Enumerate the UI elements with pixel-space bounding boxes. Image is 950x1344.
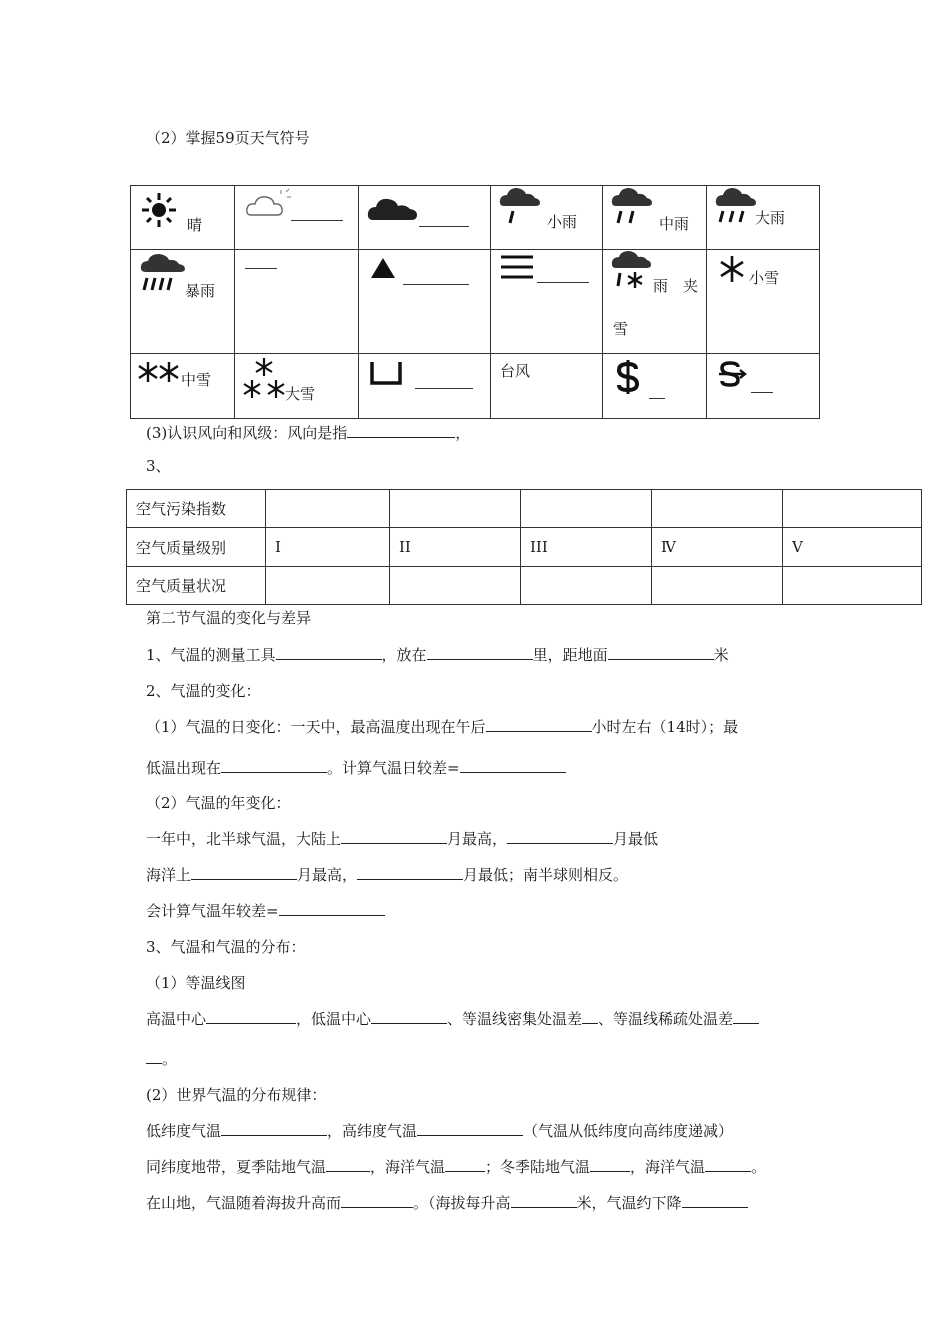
cell-hail [359,250,491,354]
line-3 [146,716,738,737]
item-3-label: 3、 [146,457,171,475]
aq-cell: II [390,528,521,567]
text: 。 [162,1050,178,1068]
text: 同纬度地带，夏季陆地气温 [146,1158,327,1176]
wind-line [146,422,470,443]
cell-light-snow [707,250,820,354]
text: ；冬季陆地气温 [485,1158,591,1176]
aq-cell [521,490,652,528]
line-15 [146,1156,766,1177]
aq-cell [652,490,783,528]
line-11 [146,1008,759,1029]
text: 小时左右（14时）；最 [591,718,739,736]
rainstorm-icon [139,252,187,294]
label-typhoon: 台风 [500,362,531,380]
cell-dust [707,354,820,419]
blank [279,901,385,916]
label-rainstorm: 暴雨 [185,282,216,300]
aq-cell: Ⅳ [652,528,783,567]
cell-sleet [603,250,707,354]
blank [276,645,382,660]
label-moderate-rain: 中雨 [659,215,690,233]
aq-cell [266,567,390,605]
text: ，高纬度气温 [327,1122,418,1140]
text: ，海洋气温 [630,1158,706,1176]
blank [191,865,297,880]
cell-overcast [359,186,491,250]
weather-symbols-heading: （2）掌握59页天气符号 [146,129,310,147]
blank-partly-cloudy [291,220,343,221]
blank [221,1121,327,1136]
partly-cloudy-icon [245,188,293,218]
heavy-rain-icon [715,186,757,226]
blank-unknown-1 [245,268,277,269]
line-14 [146,1120,733,1141]
moderate-snow-icon [137,360,181,384]
text: 一年中，北半球气温，大陆上 [146,830,342,848]
blank [460,758,566,773]
blank [733,1009,759,1024]
cell-fog [491,250,603,354]
heavy-snow-icon [241,356,287,400]
line-2: 2、气温的变化： [146,682,261,700]
aq-cell [783,567,922,605]
frost-bracket-icon [369,360,403,386]
sleet-icon [611,250,651,292]
blank [590,1157,630,1172]
wind-tail: ， [455,424,471,442]
blank [221,758,327,773]
text: 。 [751,1158,767,1176]
dust-icon [717,360,747,388]
aq-cell [652,567,783,605]
text: 高温中心 [146,1010,207,1028]
text: 。（海拔每升高 [413,1194,511,1212]
cell-typhoon [491,354,603,419]
label-sleet-2: 夹 [683,277,699,295]
fog-lines-icon [499,254,535,280]
aq-cell: V [783,528,922,567]
text: 米 [713,646,729,664]
text: 低纬度气温 [146,1122,222,1140]
aq-label: 空气污染指数 [127,490,266,528]
sandstorm-icon [615,360,641,394]
blank [326,1157,370,1172]
blank-frost [415,388,473,389]
blank [427,645,533,660]
line-1 [146,644,729,665]
line-5: （2）气温的年变化： [146,794,291,812]
wind-blank [347,423,455,438]
cell-light-rain [491,186,603,250]
aq-cell [783,490,922,528]
blank-sandstorm [649,398,665,399]
cell-rainstorm [131,250,235,354]
line-13: (2）世界气温的分布规律： [146,1086,327,1104]
label-light-snow: 小雪 [749,269,780,287]
text: 月最高， [297,866,358,884]
label-light-rain: 小雨 [547,213,578,231]
cell-moderate-snow [131,354,235,419]
text: 、等温线密集处温差 [447,1010,583,1028]
cell-heavy-rain [707,186,820,250]
text: ，海洋气温 [370,1158,446,1176]
text: 米，气温约下降 [576,1194,682,1212]
air-quality-table [126,489,922,605]
blank [507,829,613,844]
line-16 [146,1192,748,1213]
blank [582,1009,598,1024]
text: 里，距地面 [532,646,608,664]
aq-row-index [127,490,922,528]
text: 1、气温的测量工具 [146,646,276,664]
blank [206,1009,296,1024]
label-heavy-snow: 大雪 [285,385,316,403]
line-12 [146,1048,177,1069]
hail-triangle-icon [369,256,397,280]
cell-unknown-1 [235,250,359,354]
overcast-cloud-icon [367,192,421,222]
aq-row-level [127,528,922,567]
blank [357,865,463,880]
text: 月最高， [447,830,508,848]
text: （气温从低纬度向高纬度递减） [523,1122,734,1140]
text: 月最低；南半球则相反。 [463,866,629,884]
blank-dust [751,392,773,393]
line-10: （1）等温线图 [146,974,246,992]
blank [608,645,714,660]
cell-heavy-snow [235,354,359,419]
line-4 [146,757,566,778]
line-8 [146,900,385,921]
text: （1）气温的日变化：一天中，最高温度出现在午后 [146,718,486,736]
snowflake-icon [717,254,747,284]
aq-cell: I [266,528,390,567]
text: 会计算气温年较差= [146,902,279,920]
cell-frost [359,354,491,419]
cell-partly-cloudy [235,186,359,250]
line-9: 3、气温和气温的分布： [146,938,306,956]
text: 在山地，气温随着海拔升高而 [146,1194,342,1212]
cell-sandstorm [603,354,707,419]
aq-cell: III [521,528,652,567]
label-heavy-rain: 大雨 [755,209,786,227]
weather-symbol-table [130,185,820,419]
blank-hail [403,284,469,285]
text: 低温出现在 [146,759,222,777]
aq-label: 空气质量状况 [127,567,266,605]
light-rain-icon [499,186,541,226]
blank-fog [537,282,589,283]
cell-sunny [131,186,235,250]
label-moderate-snow: 中雪 [181,371,212,389]
blank [146,1049,162,1064]
text: ，放在 [381,646,427,664]
line-6 [146,828,658,849]
cell-moderate-rain [603,186,707,250]
text: 海洋上 [146,866,192,884]
blank [341,829,447,844]
moderate-rain-icon [611,186,653,226]
sun-icon [141,192,177,228]
blank [417,1121,523,1136]
blank [486,717,592,732]
aq-cell [521,567,652,605]
label-sleet-1: 雨 [653,277,669,295]
blank [682,1193,748,1208]
blank [341,1193,413,1208]
section-title: 第二节气温的变化与差异 [146,609,312,627]
aq-cell [266,490,390,528]
text: ，低温中心 [296,1010,372,1028]
blank [445,1157,485,1172]
text: 、等温线稀疏处温差 [598,1010,734,1028]
blank [371,1009,447,1024]
wind-text: (3)认识风向和风级：风向是指 [146,424,348,442]
blank [705,1157,751,1172]
line-7 [146,864,628,885]
aq-cell [390,490,521,528]
text: 。计算气温日较差= [327,759,460,777]
label-sunny: 晴 [187,216,203,234]
blank [511,1193,577,1208]
text: 月最低 [613,830,659,848]
aq-label: 空气质量级别 [127,528,266,567]
label-sleet-3: 雪 [613,320,629,338]
aq-cell [390,567,521,605]
aq-row-status [127,567,922,605]
blank-overcast [419,226,469,227]
